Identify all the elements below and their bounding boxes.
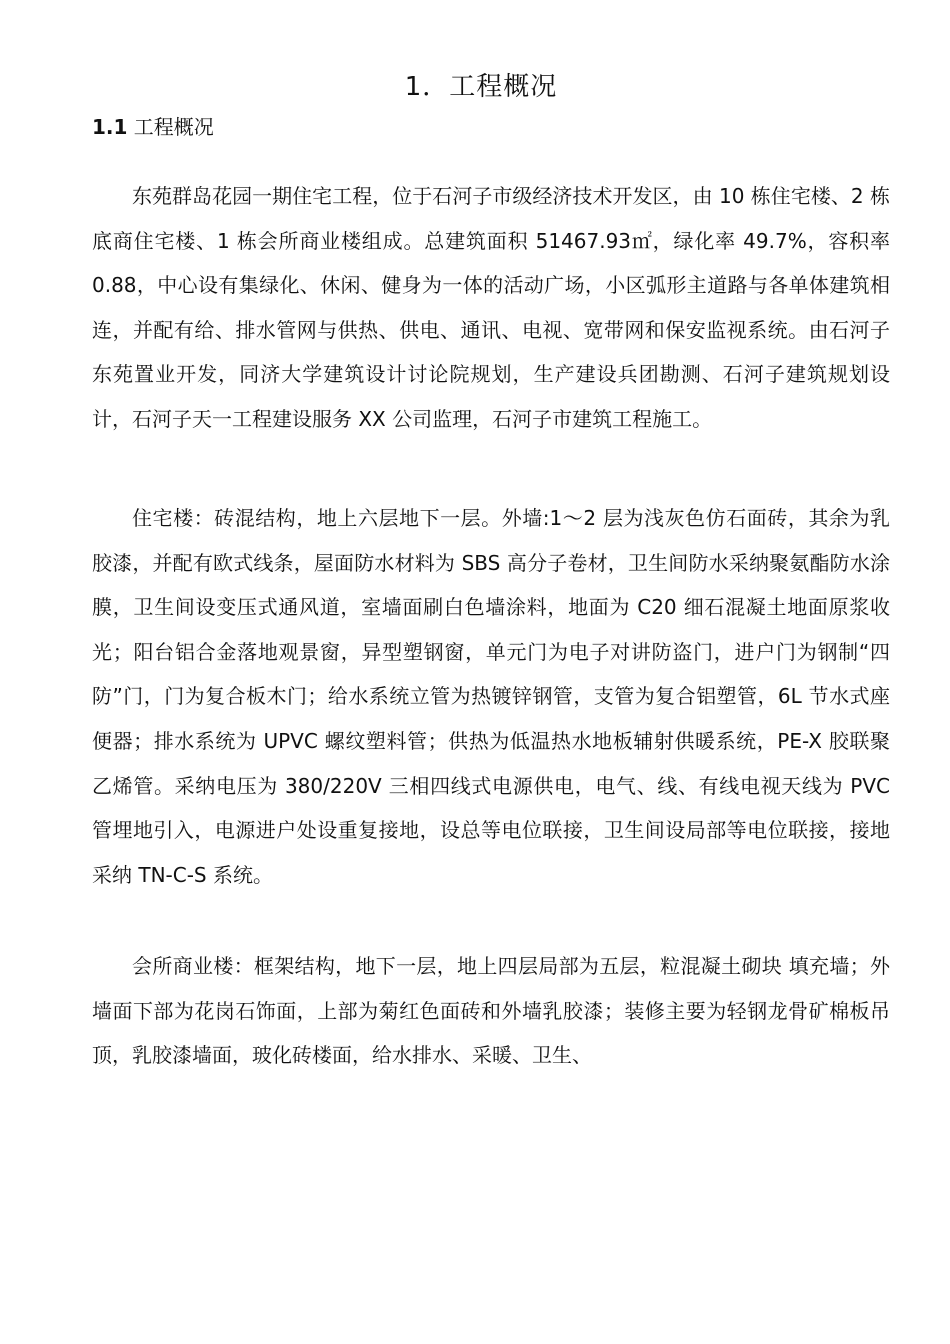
section-title: 工程概况 bbox=[133, 115, 214, 139]
section-number: 1.1 bbox=[92, 115, 128, 139]
paragraph-residential-buildings: 住宅楼：砖混结构，地上六层地下一层。外墙:1～2 层为浅灰色仿石面砖，其余为乳胶漆，并配有欧式线条，屋面防水材料为 SBS 高分子卷材，卫生间防水采纳聚氨酯防水涂膜，卫生间设变压式通风道，室墙面刷白色墙涂料，地面为 C20 细石混凝土地面原浆收光；阳台铝合金落地观景窗，异型塑钢窗，单元门为电子对讲防盗门，进户门为钢制“四防”门，门为复合板木门；给水系统立管为热镀锌钢管，支管为复合铝塑管，6L 节水式座便器；排水系统为 UPVC 螺纹塑料管；供热为低温热水地板辅射供暖系统，PE-X 胶联聚乙烯管。采纳电压为 380/220V 三相四线式电源供电，电气、线、有线电视天线为 PVC 管埋地引入，电源进户处设重复接地，设总等电位联接，卫生间设局部等电位联接，接地采纳 TN-C-S 系统。 bbox=[92, 506, 890, 887]
paragraph-project-overview: 东苑群岛花园一期住宅工程，位于石河子市级经济技术开发区，由 10 栋住宅楼、2 栋底商住宅楼、1 栋会所商业楼组成。总建筑面积 51467.93㎡，绿化率 49.7%，容积率 0.88，中心设有集绿化、休闲、健身为一体的活动广场，小区弧形主道路与各单体建筑相连，并配有给、排水管网与供热、供电、通讯、电视、宽带网和保安监视系统。由石河子东苑置业开发，同济大学建筑设计讨论院规划，生产建设兵团勘测、石河子建筑规划设计，石河子天一工程建设服务 XX 公司监理，石河子市建筑工程施工。 bbox=[92, 184, 890, 431]
paragraph-clubhouse-commercial: 会所商业楼：框架结构，地下一层，地上四层局部为五层，粒混凝土砌块 填充墙；外墙面下部为花岗石饰面，上部为菊红色面砖和外墙乳胶漆；装修主要为轻钢龙骨矿棉板吊顶，乳胶漆墙面，玻化砖楼面，给水排水、采暖、卫生、 bbox=[92, 954, 890, 1068]
document-title: 1．工程概况 bbox=[404, 72, 558, 102]
section-heading bbox=[92, 114, 214, 140]
